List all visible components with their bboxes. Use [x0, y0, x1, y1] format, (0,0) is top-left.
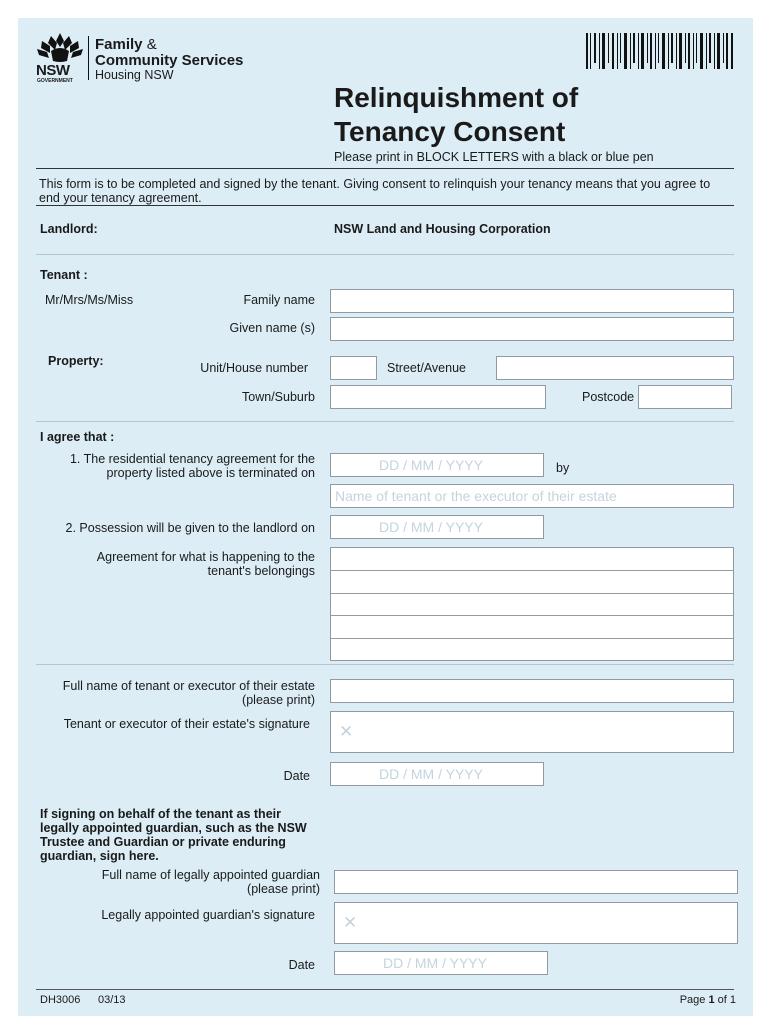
agree-label: I agree that : [40, 430, 115, 444]
given-names-label: Given name (s) [229, 321, 315, 335]
guardian-name-label: Full name of legally appointed guardian (please print) [101, 868, 320, 896]
property-rule [36, 421, 734, 422]
postcode-label: Postcode [582, 390, 635, 404]
title-label: Mr/Mrs/Ms/Miss [45, 293, 134, 307]
full-name-label: Full name of tenant or executor of their estate (please print) [62, 679, 315, 707]
landlord-rule [36, 254, 734, 255]
by-label: by [556, 461, 570, 475]
ampersand-text: & [146, 36, 157, 53]
belongings-line [331, 615, 733, 616]
signature-label: Tenant or executor of their estate's signature [63, 717, 310, 731]
unit-field[interactable] [330, 356, 377, 380]
page-suffix: of 1 [714, 994, 736, 1006]
housing-nsw-wordmark: Housing NSW [95, 68, 174, 82]
form-code: DH3006 [40, 994, 81, 1006]
tenant-section-label: Tenant : [40, 268, 88, 282]
guardian-signature-field[interactable] [334, 902, 738, 944]
belongings-label: Agreement for what is happening to the tenant's belongings [96, 550, 315, 578]
possession-date-placeholder: DD / MM / YYYY [379, 519, 483, 535]
footer-rule [36, 989, 734, 990]
town-label: Town/Suburb [242, 390, 315, 404]
landlord-label: Landlord: [40, 222, 98, 236]
belongings-field[interactable] [330, 547, 734, 661]
form-subtitle: Please print in BLOCK LETTERS with a black or blue pen [334, 150, 654, 164]
termination-date-field[interactable] [330, 453, 544, 477]
belongings-line [331, 570, 733, 571]
barcode [586, 33, 734, 69]
given-names-field[interactable] [330, 317, 734, 341]
street-field[interactable] [496, 356, 734, 380]
form-title-line2: Tenancy Consent [334, 116, 566, 147]
family-name-label: Family name [243, 293, 315, 307]
header-rule [36, 168, 734, 169]
agree-rule [36, 664, 734, 665]
nsw-wordmark: NSW [36, 62, 70, 79]
guardian-heading: If signing on behalf of the tenant as their legally appointed guardian, such as the NSW Trustee and Guardian or private enduring guardian, sign here. [40, 807, 307, 863]
family-wordmark [95, 36, 157, 53]
logo-divider [88, 36, 89, 80]
property-label: Property: [48, 354, 104, 368]
landlord-value: NSW Land and Housing Corporation [334, 222, 551, 236]
guardian-signature-label: Legally appointed guardian's signature [101, 908, 315, 922]
guardian-date-placeholder: DD / MM / YYYY [383, 955, 487, 971]
page-current: 1 [708, 994, 715, 1006]
belongings-line [331, 593, 733, 594]
form-date: 03/13 [98, 994, 126, 1006]
possession-date-field[interactable] [330, 515, 544, 539]
guardian-signature-mark-icon: ✕ [343, 913, 358, 932]
guardian-name-field[interactable] [334, 870, 738, 894]
form-title-line1: Relinquishment of [334, 82, 579, 113]
signature-field[interactable] [330, 711, 734, 753]
item1-text: 1. The residential tenancy agreement for the property listed above is terminated on [69, 452, 315, 480]
guardian-date-label: Date [288, 958, 315, 972]
belongings-line [331, 638, 733, 639]
intro-text: This form is to be completed and signed by the tenant. Giving consent to relinquish your tenancy means that you agree to end your tenancy agreement. [39, 177, 711, 205]
termination-date-placeholder: DD / MM / YYYY [379, 457, 483, 473]
date-label: Date [283, 769, 310, 783]
page-number [640, 994, 736, 1006]
full-name-field[interactable] [330, 679, 734, 703]
postcode-field[interactable] [638, 385, 732, 409]
waratah-icon [37, 33, 83, 63]
signature-date-field[interactable] [330, 762, 544, 786]
item2-text: 2. Possession will be given to the landlord on [65, 521, 315, 535]
street-label: Street/Avenue [387, 361, 466, 375]
tenant-name-field[interactable] [330, 484, 734, 508]
intro-rule [36, 205, 734, 206]
tenant-name-placeholder: Name of tenant or the executor of their estate [335, 488, 617, 504]
family-name-field[interactable] [330, 289, 734, 313]
town-field[interactable] [330, 385, 546, 409]
unit-label: Unit/House number [200, 361, 308, 375]
family-text: Family [95, 36, 143, 53]
guardian-date-field[interactable] [334, 951, 548, 975]
signature-mark-icon: ✕ [339, 722, 354, 741]
signature-date-placeholder: DD / MM / YYYY [379, 766, 483, 782]
page-prefix: Page [679, 994, 709, 1006]
community-services-wordmark: Community Services [95, 52, 244, 69]
government-wordmark: GOVERNMENT [37, 78, 73, 84]
